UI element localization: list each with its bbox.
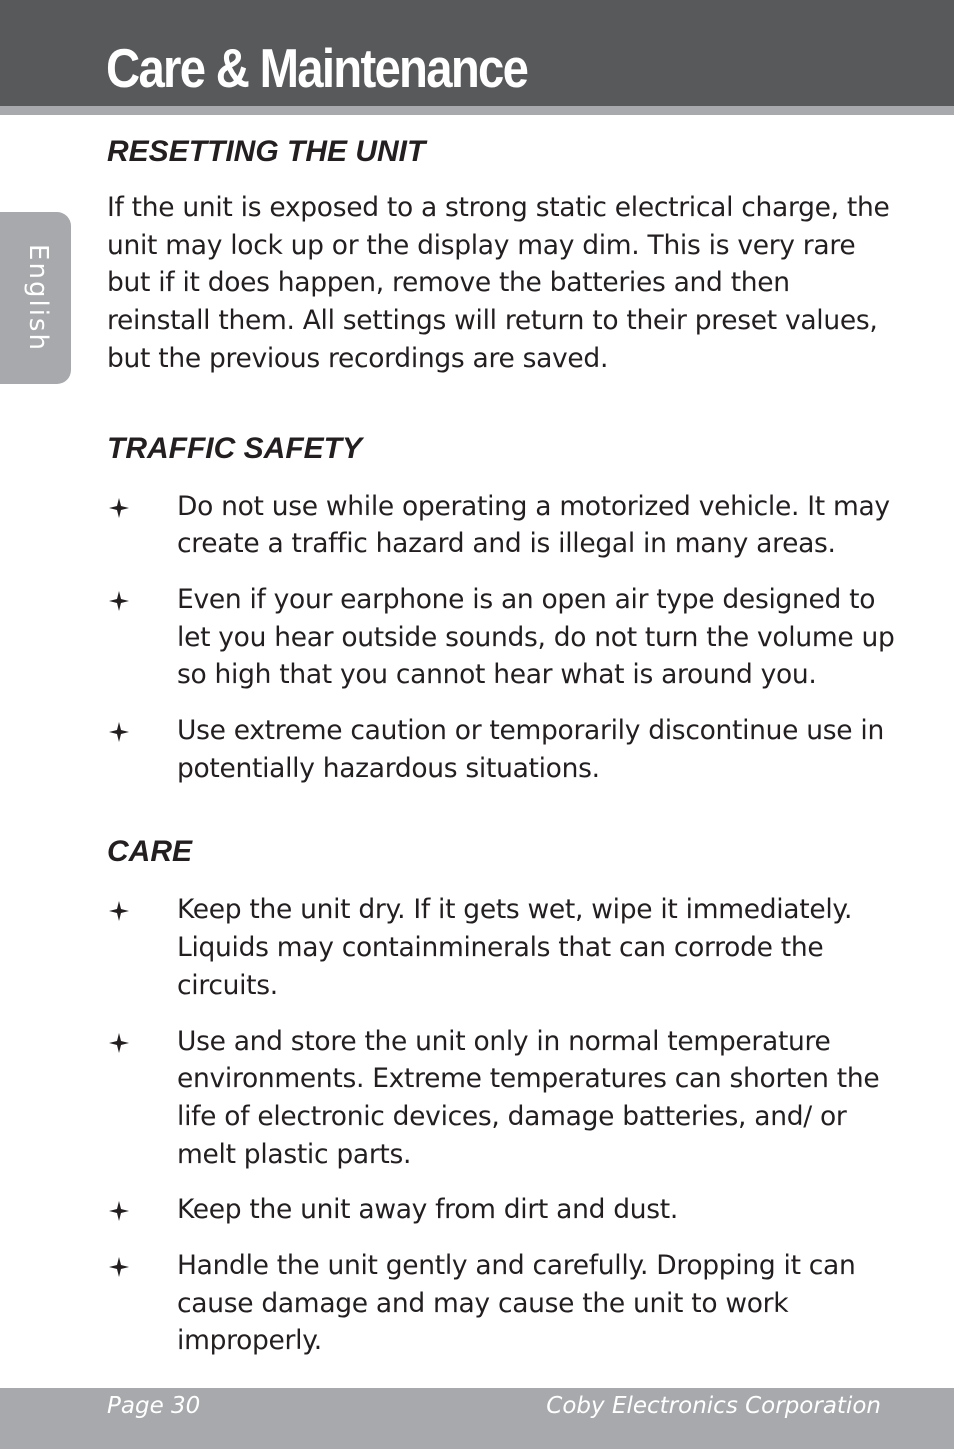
care-list	[107, 891, 897, 1360]
company-name: Coby Electronics Corporation	[546, 1393, 881, 1419]
section-heading-care: CARE	[107, 835, 193, 869]
four-point-star-icon	[109, 901, 129, 921]
language-tab-label: English	[23, 244, 53, 352]
list-item	[107, 1023, 897, 1174]
section-heading-traffic-safety: TRAFFIC SAFETY	[107, 431, 362, 465]
list-item	[107, 1247, 897, 1360]
list-item-text: Handle the unit gently and carefully. Dropping it can cause damage and may cause the unit to work improperly.	[177, 1250, 856, 1357]
traffic-safety-list	[107, 488, 897, 788]
list-item	[107, 488, 897, 563]
four-point-star-icon	[109, 722, 129, 742]
list-item-text: Keep the unit away from dirt and dust.	[177, 1194, 678, 1226]
list-item-text: Keep the unit dry. If it gets wet, wipe it immediately. Liquids may containminerals that can corrode the circuits.	[177, 894, 853, 1001]
list-item	[107, 891, 897, 1004]
list-item-text: Use extreme caution or temporarily discontinue use in potentially hazardous situations.	[177, 715, 884, 784]
page-number: Page 30	[107, 1393, 201, 1419]
list-item	[107, 712, 897, 787]
four-point-star-icon	[109, 498, 129, 518]
list-item	[107, 581, 897, 694]
list-item-text: Even if your earphone is an open air type designed to let you hear outside sounds, do not turn the volume up so high that you cannot hear what is around you.	[177, 583, 895, 691]
list-item	[107, 1191, 897, 1229]
header-rule	[0, 106, 954, 115]
four-point-star-icon	[109, 1033, 129, 1053]
four-point-star-icon	[109, 1201, 129, 1221]
page-title: Care & Maintenance	[106, 37, 528, 99]
list-item-text: Use and store the unit only in normal temperature environments. Extreme temperatures can shorten the life of electronic devices, damage batteries, and/ or melt plastic parts.	[177, 1025, 880, 1170]
list-item-text: Do not use while operating a motorized vehicle. It may create a traffic hazard and is illegal in many areas.	[177, 490, 890, 560]
four-point-star-icon	[109, 1257, 129, 1277]
four-point-star-icon	[109, 591, 129, 611]
page-content	[107, 130, 897, 1360]
section-heading-resetting: RESETTING THE UNIT	[107, 135, 426, 168]
resetting-paragraph: If the unit is exposed to a strong static electrical charge, the unit may lock up or the display may dim. This is very rare but if it does happen, remove the batteries and then reinstall them. All settings will return to their preset values, but the previous recordings are saved.	[107, 192, 890, 374]
